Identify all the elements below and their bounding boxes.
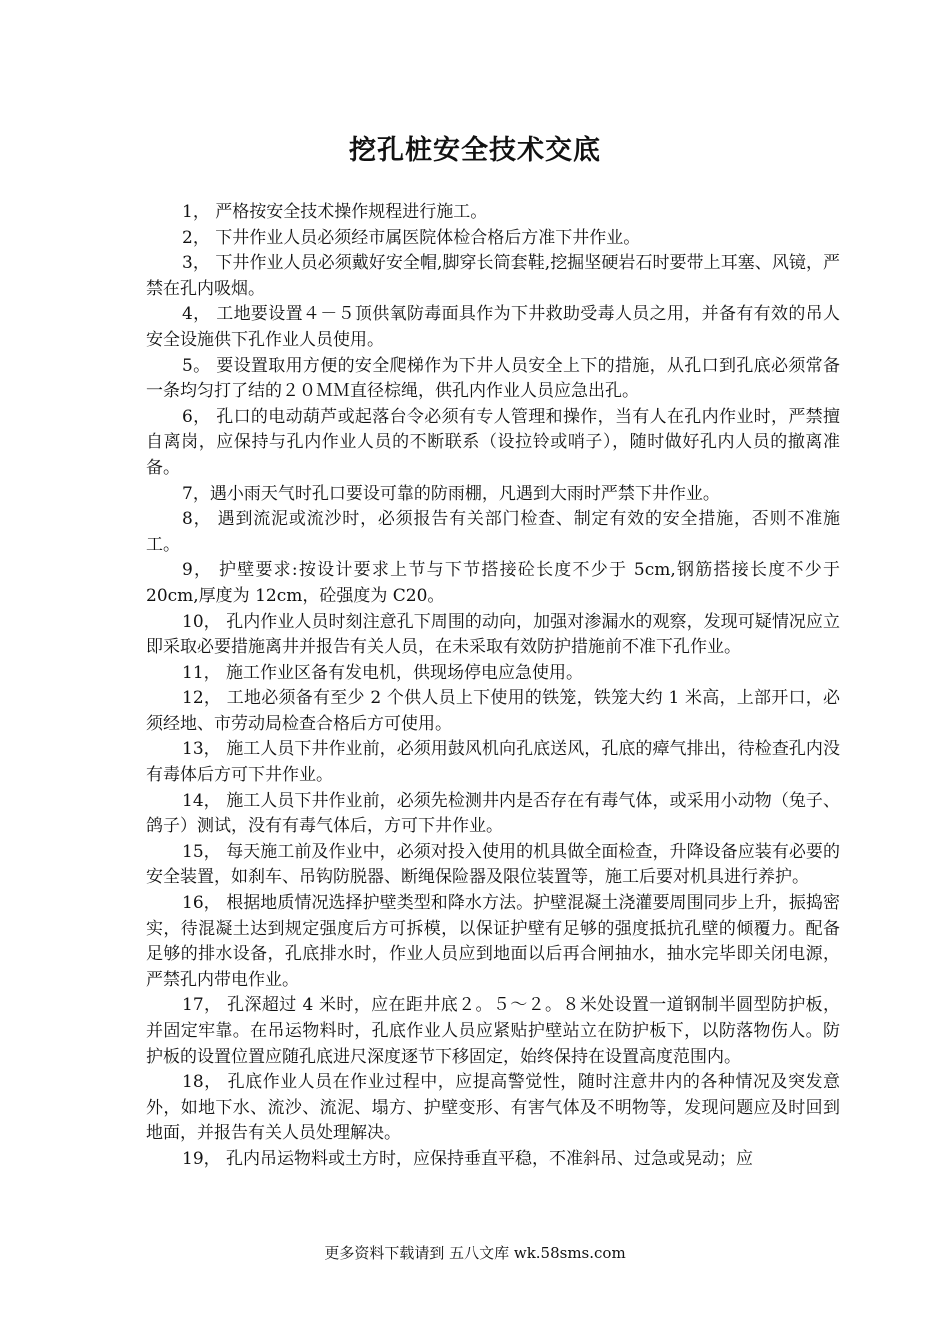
clause-6: 6， 孔口的电动葫芦或起落台令必须有专人管理和操作，当有人在孔内作业时，严禁擅自离岗，应保持与孔内作业人员的不断联系（设拉铃或哨子），随时做好孔内人员的撤离准备。: [146, 406, 840, 478]
clause-3: 3， 下井作业人员必须戴好安全帽,脚穿长筒套鞋,挖掘坚硬岩石时要带上耳塞、风镜，严禁在孔内吸烟。: [146, 253, 840, 299]
clause-5: 5。 要设置取用方便的安全爬梯作为下井人员安全上下的措施，从孔口到孔底必须常备一条均匀打了结的２０ＭＭ直径棕绳，供孔内作业人员应急出孔。: [146, 355, 840, 402]
clause-14: 14， 施工人员下井作业前，必须先检测井内是否存在有毒气体，或采用小动物（兔子、鸽子）测试，没有有毒气体后，方可下井作业。: [146, 790, 840, 837]
clause-1: 1， 严格按安全技术操作规程进行施工。: [182, 202, 488, 222]
document-body: [146, 200, 840, 1173]
clause-2: 2， 下井作业人员必须经市属医院体检合格后方准下井作业。: [182, 227, 641, 248]
clause-10: 10， 孔内作业人员时刻注意孔下周围的动向，加强对渗漏水的观察，发现可疑情况应立即采取必要措施离井并报告有关人员，在未采取有效防护措施前不准下孔作业。: [146, 611, 840, 658]
clause-17: 17， 孔深超过 4 米时，应在距井底２。５～２。８米处设置一道钢制半圆型防护板，并固定牢靠。在吊运物料时，孔底作业人员应紧贴护壁站立在防护板下，以防落物伤人。防护板的设置位置应随孔底进尺深度逐节下移固定，始终保持在设置高度范围内。: [146, 995, 840, 1067]
clause-19: 19， 孔内吊运物料或土方时，应保持垂直平稳，不准斜吊、过急或晃动；应: [182, 1148, 754, 1169]
clause-18: 18， 孔底作业人员在作业过程中，应提高警觉性，随时注意井内的各种情况及突发意外，如地下水、流沙、流泥、塌方、护壁变形、有害气体及不明物等，发现问题应及时回到地面，并报告有关人员处理解决。: [146, 1072, 840, 1144]
clause-13: 13， 施工人员下井作业前，必须用鼓风机向孔底送风，孔底的瘴气排出，待检查孔内没有毒体后方可下井作业。: [146, 739, 840, 786]
clause-11: 11， 施工作业区备有发电机，供现场停电应急使用。: [182, 662, 584, 683]
clause-7: 7，遇小雨天气时孔口要设可靠的防雨棚，凡遇到大雨时严禁下井作业。: [182, 483, 720, 504]
clause-8: 8， 遇到流泥或流沙时，必须报告有关部门检查、制定有效的安全措施，否则不准施工。: [146, 509, 840, 555]
clause-12: 12， 工地必须备有至少 2 个供人员上下使用的铁笼，铁笼大约 1 米高，上部开口，必须经地、市劳动局检查合格后方可使用。: [146, 688, 840, 734]
clause-4: 4， 工地要设置４－５顶供氧防毒面具作为下井救助受毒人员之用，并备有有效的吊人安全设施供下孔作业人员使用。: [146, 304, 840, 350]
footer-link-text: 更多资料下载请到 五八文库 wk.58sms.com: [324, 1244, 626, 1262]
clause-16: 16， 根据地质情况选择护壁类型和降水方法。护壁混凝土浇灌要周围同步上升，振捣密实，待混凝土达到规定强度后方可拆模，以保证护壁有足够的强度抵抗孔壁的倾覆力。配备足够的排水设备，孔底排水时，作业人员应到地面以后再合闸抽水，抽水完毕即关闭电源，严禁孔内带电作业。: [146, 893, 840, 990]
clause-15: 15， 每天施工前及作业中，必须对投入使用的机具做全面检查，升降设备应装有必要的安全装置，如刹车、吊钩防脱器、断绳保险器及限位装置等，施工后要对机具进行养护。: [146, 841, 840, 888]
clause-9: 9， 护壁要求:按设计要求上节与下节搭接砼长度不少于 5cm,钢筋搭接长度不少于 20cm,厚度为 12cm，砼强度为 C20。: [146, 560, 840, 606]
document-title: 挖孔桩安全技术交底: [349, 135, 601, 166]
